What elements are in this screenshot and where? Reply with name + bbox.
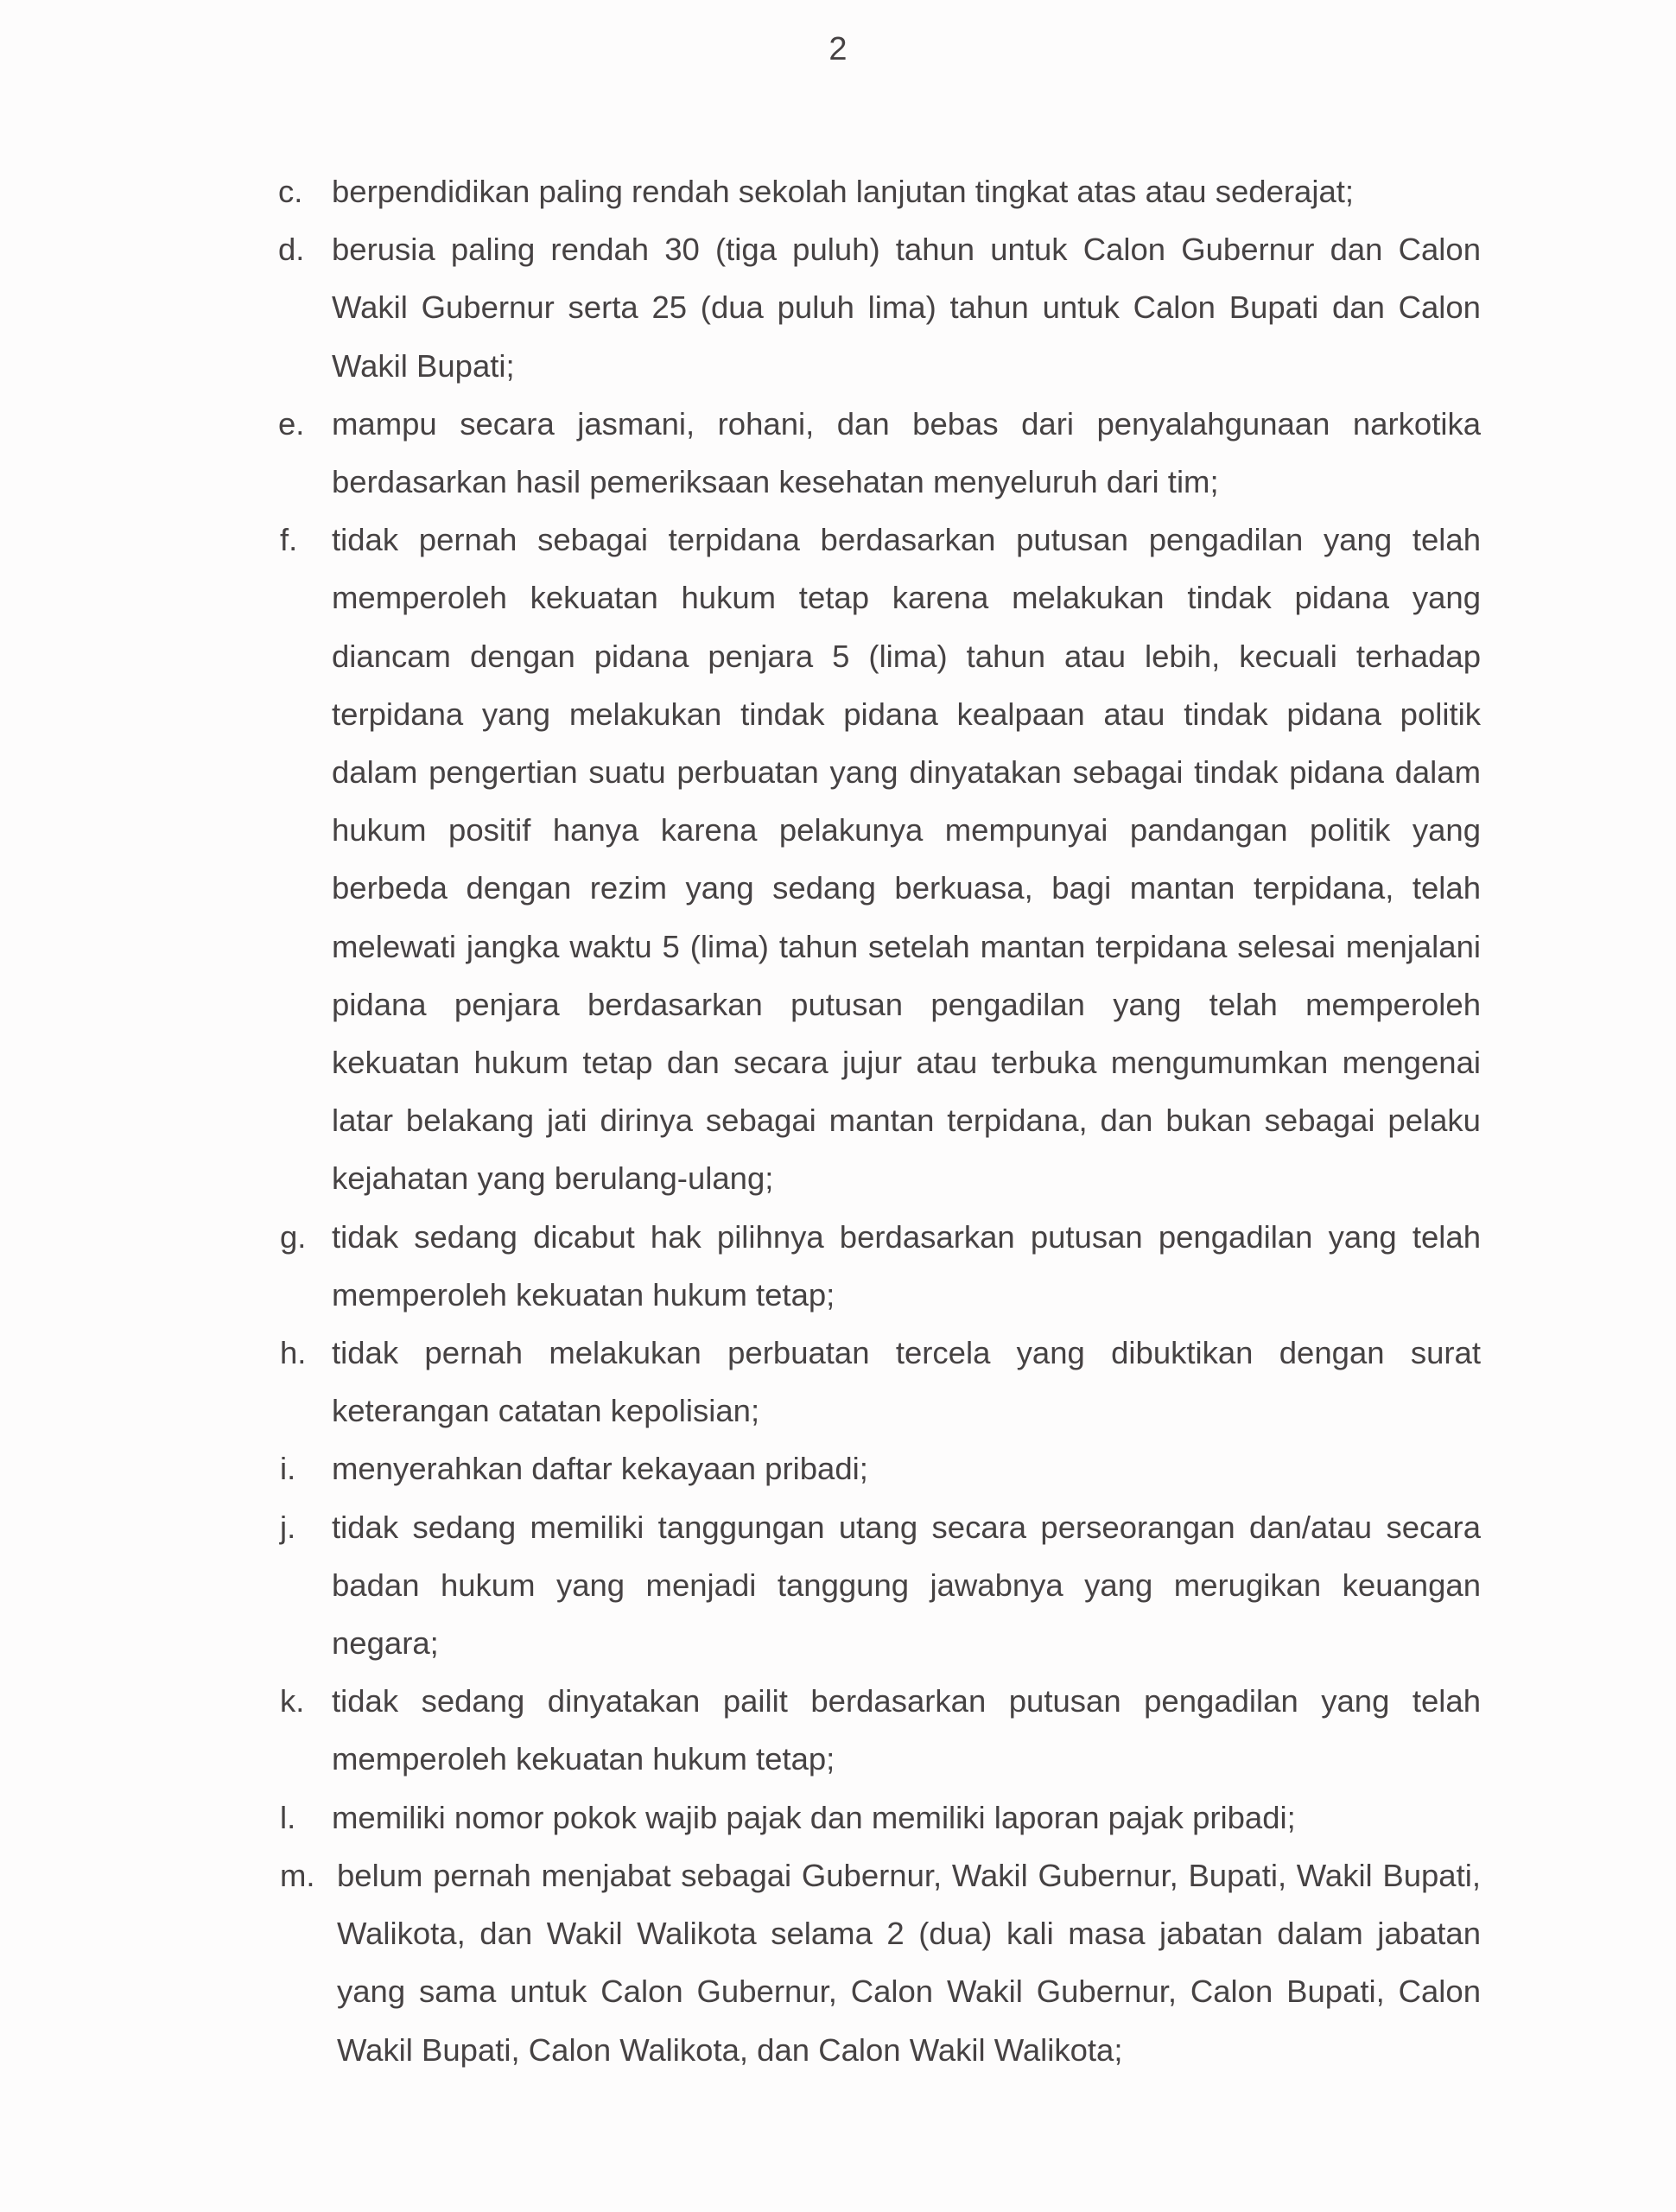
list-item-e	[278, 395, 1481, 511]
list-item-text: tidak sedang dinyatakan pailit berdasarkan putusan pengadilan yang telah memperoleh kekuatan hukum tetap;	[332, 1683, 1481, 1777]
list-marker: c.	[278, 174, 303, 209]
list-item-text: tidak pernah melakukan perbuatan tercela yang dibuktikan dengan surat keterangan catatan kepolisian;	[332, 1335, 1481, 1429]
list-marker: g.	[280, 1218, 307, 1255]
list-item-g	[278, 1208, 1481, 1324]
list-item-text: memiliki nomor pokok wajib pajak dan memiliki laporan pajak pribadi;	[332, 1799, 1296, 1835]
list-item-text: tidak pernah sebagai terpidana berdasarkan putusan pengadilan yang telah memperoleh kekuatan hukum tetap karena melakukan tindak pidana yang diancam dengan pidana penjara 5 (lima) tahun atau lebih, kecuali terhadap terpidana yang melakukan tindak pidana kealpaan atau tindak pidana politik dalam pengertian suatu perbuatan yang dinyatakan sebagai tindak pidana dalam hukum positif hanya karena pelakunya mempunyai pandangan politik yang berbeda dengan rezim yang sedang berkuasa, bagi mantan terpidana, telah melewati jangka waktu 5 (lima) tahun setelah mantan terpidana selesai menjalani pidana penjara berdasarkan putusan pengadilan yang telah memperoleh kekuatan hukum tetap dan secara jujur atau terbuka mengumumkan mengenai latar belakang jati dirinya sebagai mantan terpidana, dan bukan sebagai pelaku kejahatan yang berulang-ulang;	[332, 522, 1481, 1197]
list-item-j	[278, 1498, 1481, 1673]
list-marker: k.	[280, 1683, 305, 1719]
list-item-l	[278, 1789, 1481, 1847]
list-item-text: mampu secara jasmani, rohani, dan bebas dari penyalahgunaan narkotika berdasarkan hasil pemeriksaan kesehatan menyeluruh dari tim;	[332, 405, 1481, 500]
list-item-text: berusia paling rendah 30 (tiga puluh) tahun untuk Calon Gubernur dan Calon Wakil Gubernur serta 25 (dua puluh lima) tahun untuk Calon Bupati dan Calon Wakil Bupati;	[332, 232, 1481, 384]
list-marker: e.	[278, 405, 305, 442]
list-marker: h.	[280, 1335, 307, 1371]
list-marker: d.	[278, 232, 305, 268]
list-item-text: berpendidikan paling rendah sekolah lanjutan tingkat atas atau sederajat;	[332, 174, 1355, 209]
requirements-list	[278, 162, 1481, 2079]
list-item-d	[278, 220, 1481, 395]
list-item-text: tidak sedang memiliki tanggungan utang secara perseorangan dan/atau secara badan hukum yang menjadi tanggung jawabnya yang merugikan keuangan negara;	[332, 1509, 1481, 1662]
list-item-text: menyerahkan daftar kekayaan pribadi;	[332, 1451, 868, 1487]
list-marker: m.	[280, 1857, 315, 1893]
list-marker: j.	[280, 1509, 296, 1545]
list-item-k	[278, 1672, 1481, 1788]
list-item-c	[278, 162, 1481, 220]
list-item-text: tidak sedang dicabut hak pilihnya berdasarkan putusan pengadilan yang telah memperoleh kekuatan hukum tetap;	[332, 1218, 1481, 1313]
list-item-f	[278, 511, 1481, 1207]
list-marker: l.	[280, 1799, 296, 1835]
list-item-i	[278, 1440, 1481, 1497]
page-number: 2	[828, 31, 848, 67]
list-marker: i.	[280, 1451, 296, 1487]
list-item-h	[278, 1324, 1481, 1440]
list-item-m	[278, 1847, 1481, 2079]
list-marker: f.	[280, 522, 298, 558]
list-item-text: belum pernah menjabat sebagai Gubernur, Wakil Gubernur, Bupati, Wakil Bupati, Walikota, dan Wakil Walikota selama 2 (dua) kali masa jabatan dalam jabatan yang sama untuk Calon Gubernur, Calon Wakil Gubernur, Calon Bupati, Calon Wakil Bupati, Calon Walikota, dan Calon Wakil Walikota;	[337, 1857, 1481, 2068]
